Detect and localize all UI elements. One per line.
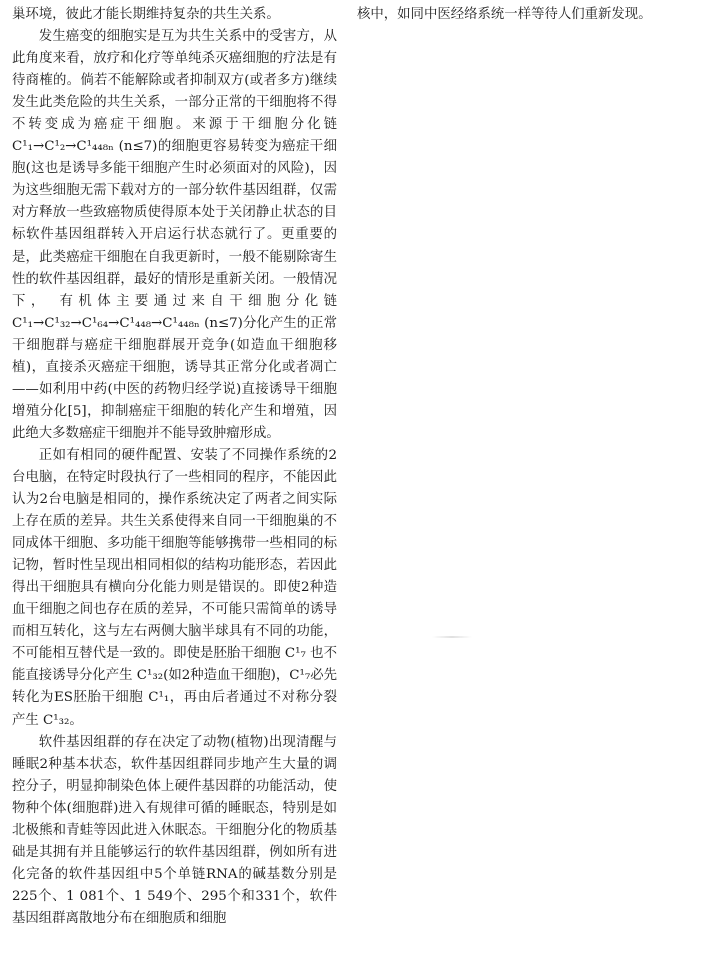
paragraph-1: 巢环境，彼此才能长期维持复杂的共生关系。 bbox=[12, 7, 280, 22]
left-column bbox=[12, 4, 337, 930]
paragraph-2: 发生癌变的细胞实是互为共生关系中的受害方，从此角度来看，放疗和化疗等单纯杀灭癌细胞的疗法是有待商榷的。倘若不能解除或者抑制双方(或者多方)继续发生此类危险的共生关系，一部分正常的干细胞将不得不转变成为癌症干细胞。来源于干细胞分化链 C¹₁→C¹₂→C¹₄₄₈ₙ (n≤7)的细胞更容易转变为癌症干细胞(这也是诱导多能干细胞产生时必须面对的风险)，因为这些细胞无需下载对方的一部分软件基因组群，仅需对方释放一些致癌物质使得原本处于关闭静止状态的目标软件基因组群转入开启运行状态就行了。更重要的是，此类癌症干细胞在自我更新时，一般不能剔除寄生性的软件基因组群，最好的情形是重新关闭。一般情况下， 有机体主要通过来自干细胞分化链 C¹₁→C¹₃₂→C¹₆₄→C¹₄₄₈→C¹₄₄₈ₙ (n≤7)分化产生的正常干细胞群与癌症干细胞群展开竞争(如造血干细胞移植)，直接杀灭癌症干细胞，诱导其正常分化或者凋亡——如利用中药(中医的药物归经学说)直接诱导干细胞增殖分化[5]，抑制癌症干细胞的转化产生和增殖，因此绝大多数癌症干细胞并不能导致肿瘤形成。 bbox=[12, 29, 337, 441]
scan-artifact bbox=[432, 636, 472, 638]
right-column bbox=[357, 4, 697, 26]
paragraph-continuation: 核中，如同中医经络系统一样等待人们重新发现。 bbox=[357, 7, 652, 22]
paragraph-4: 软件基因组群的存在决定了动物(植物)出现清醒与睡眠2种基本状态，软件基因组群同步地产生大量的调控分子，明显抑制染色体上硬件基因群的功能活动，使物种个体(细胞群)进入有规律可循的睡眠态，特别是如北极熊和青蛙等因此进入休眠态。干细胞分化的物质基础是其拥有并且能够运行的软件基因组群，例如所有进化完备的软件基因组中5个单链RNA的碱基数分别是225个、1 081个、1 549个、295个和331个，软件基因组群离散地分布在细胞质和细胞 bbox=[12, 734, 337, 926]
paragraph-3: 正如有相同的硬件配置、安装了不同操作系统的2台电脑，在特定时段执行了一些相同的程序，不能因此认为2台电脑是相同的，操作系统决定了两者之间实际上存在质的差异。共生关系使得来自同一干细胞巢的不同成体干细胞、多功能干细胞等能够携带一些相同的标记物，暂时性呈现出相同相似的结构功能形态，若因此得出干细胞具有横向分化能力则是错误的。即使2种造血干细胞之间也存在质的差异，不可能只需简单的诱导而相互转化，这与左右两侧大脑半球具有不同的功能，不可能相互替代是一致的。即使是胚胎干细胞 C¹₇ 也不能直接诱导分化产生 C¹₃₂(如2种造血干细胞)，C¹₇必先转化为ES胚胎干细胞 C¹₁，再由后者通过不对称分裂产生 C¹₃₂。 bbox=[12, 447, 337, 728]
